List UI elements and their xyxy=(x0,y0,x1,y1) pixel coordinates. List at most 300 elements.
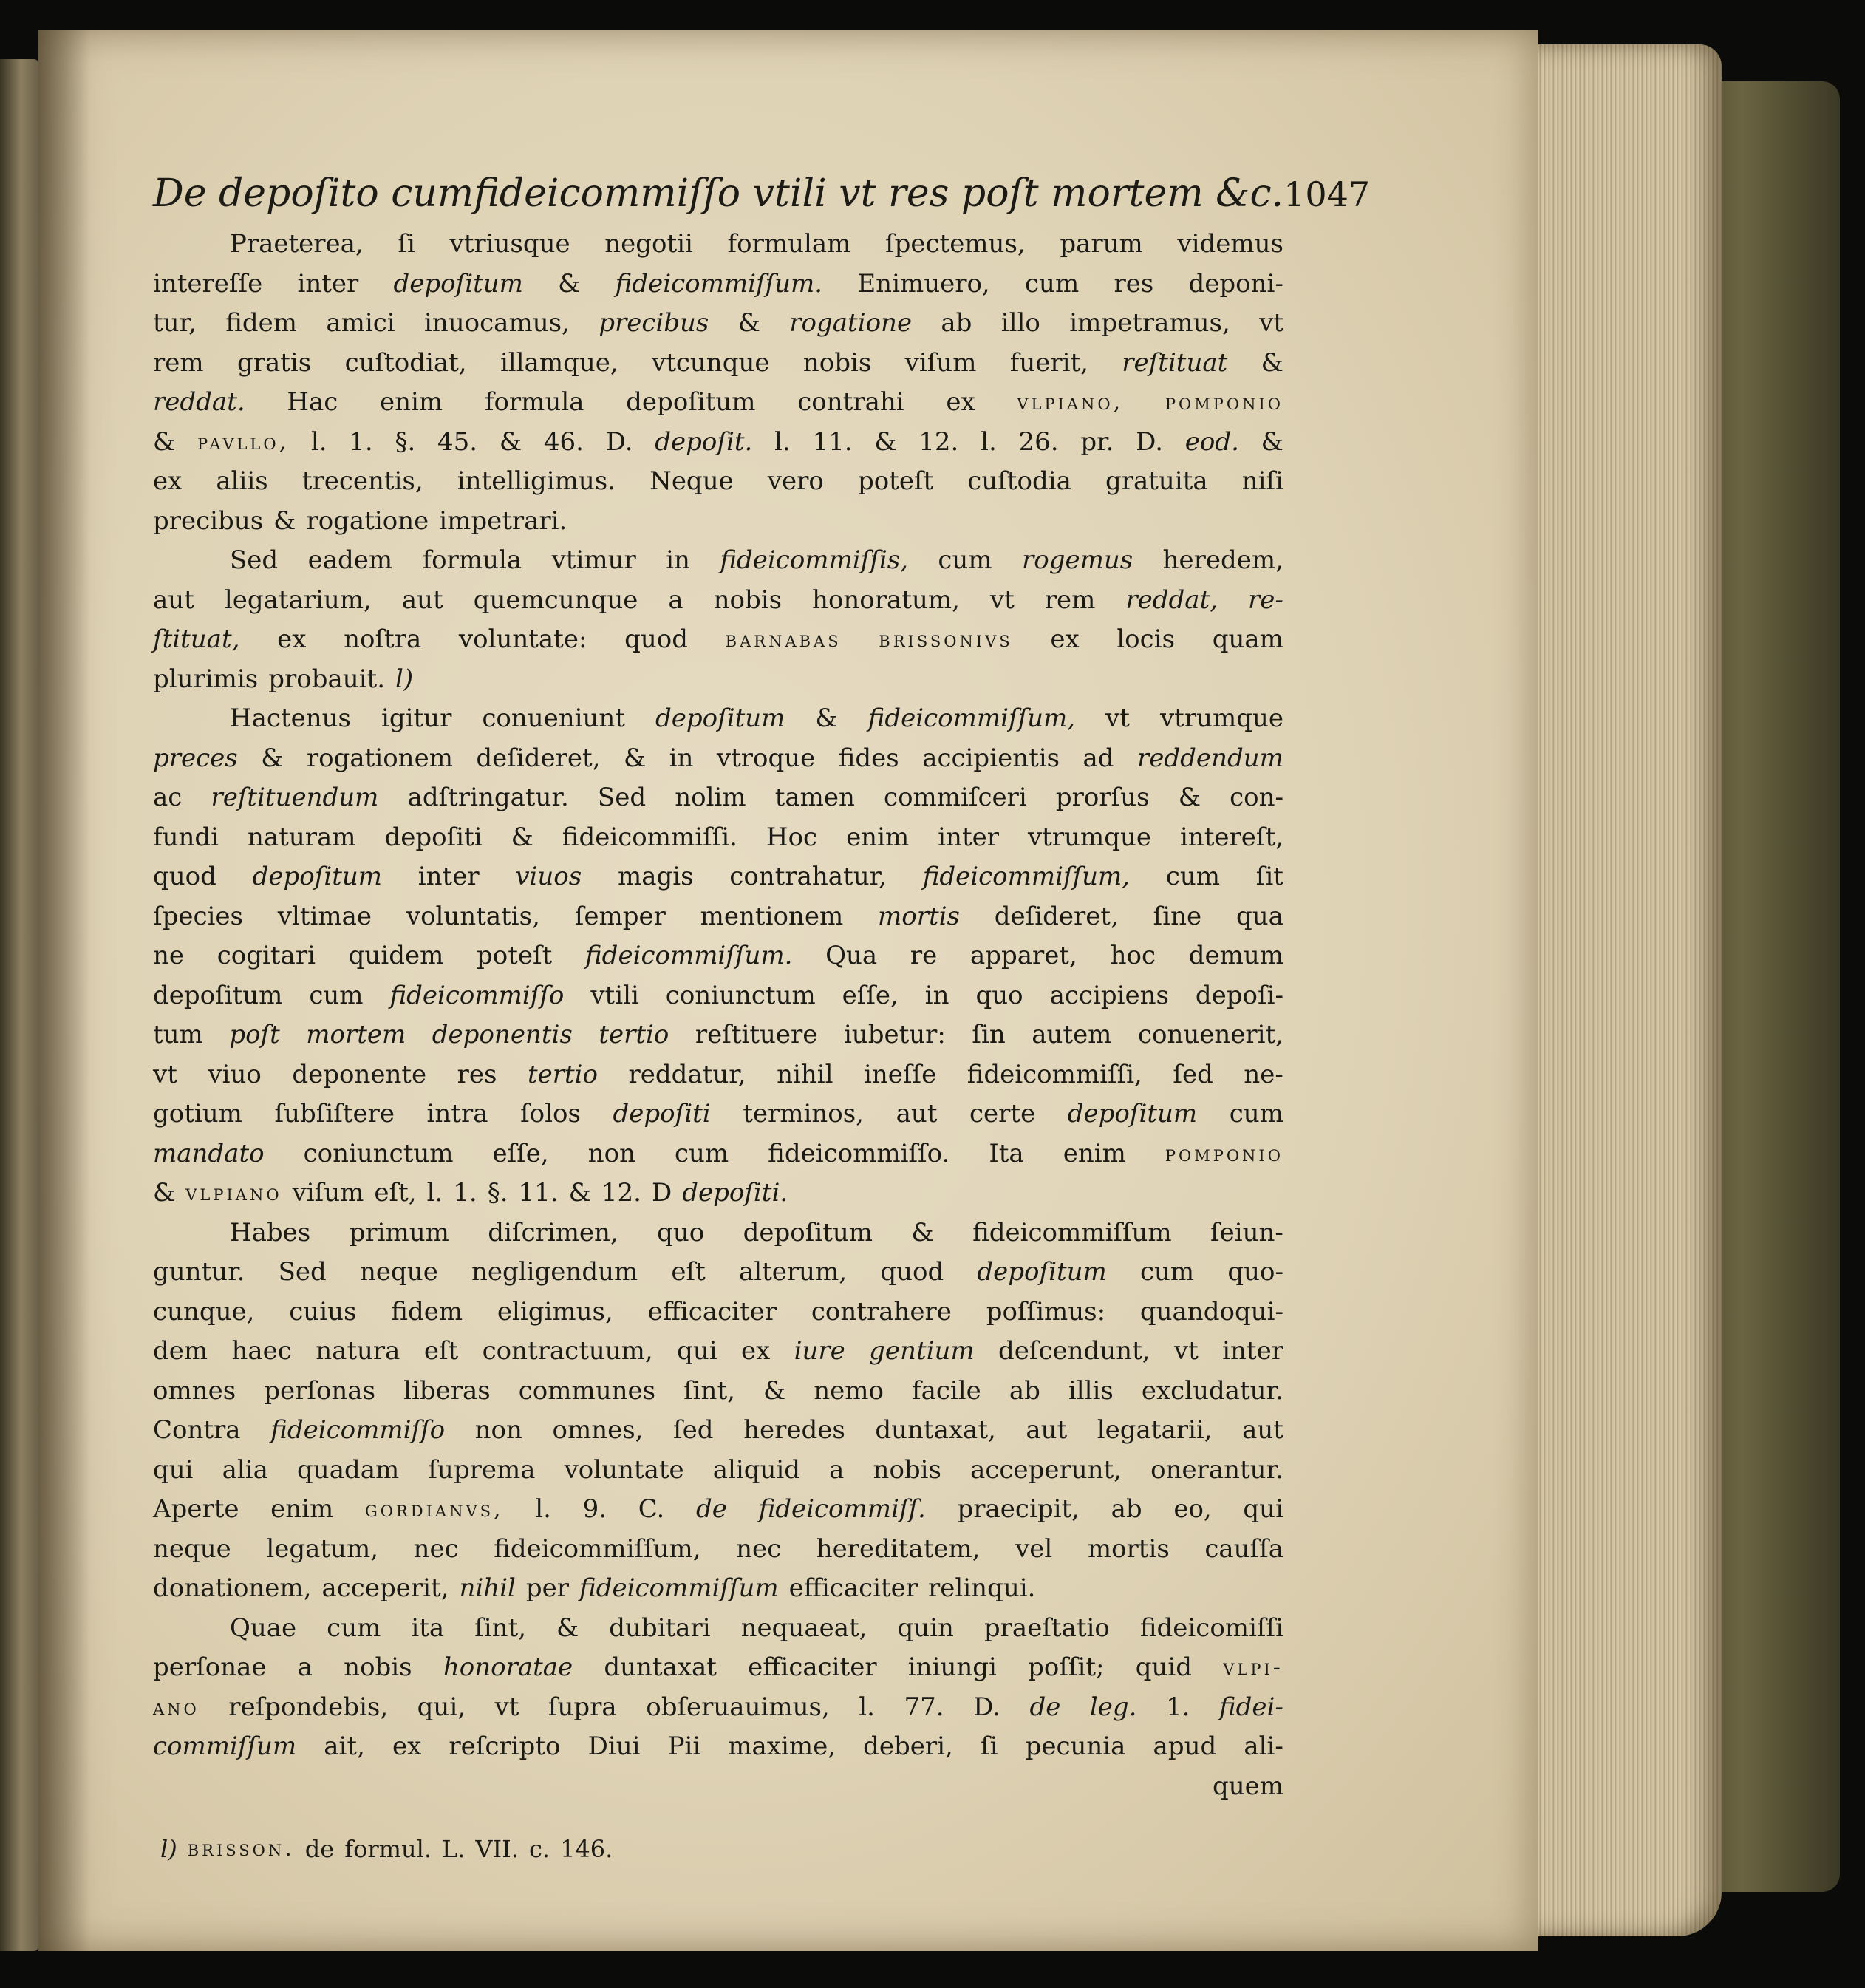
word: ſpecies xyxy=(153,901,243,931)
italic-word: fideicommiſſum, xyxy=(922,862,1131,891)
word: l. xyxy=(774,426,791,457)
word: commiſceri xyxy=(884,783,1027,812)
word: plurimis xyxy=(153,664,259,694)
word: conuenerit, xyxy=(1137,1020,1283,1049)
smallcaps-name: barnabas xyxy=(725,627,842,653)
italic-word: l) xyxy=(160,1835,177,1863)
word: 11. xyxy=(518,1178,559,1208)
italic-word: nihil xyxy=(459,1573,516,1603)
word: aut xyxy=(1242,1415,1283,1445)
word: Hac xyxy=(287,387,338,417)
word: efficaciter xyxy=(788,1573,918,1603)
word: formula xyxy=(484,387,584,417)
word: ab xyxy=(1009,1375,1040,1406)
word: nequaeat, xyxy=(740,1613,867,1643)
italic-word: depoſiti xyxy=(613,1099,711,1129)
word: 146. xyxy=(560,1835,613,1863)
word: cuſtodia xyxy=(967,466,1071,496)
word: a xyxy=(668,585,683,615)
italic-word: reddendum xyxy=(1137,743,1283,773)
gutter-shadow xyxy=(38,30,90,1951)
word: ſolos xyxy=(520,1099,581,1129)
italic-word: poſt xyxy=(229,1020,280,1049)
word: l. xyxy=(426,1178,443,1208)
word: primum xyxy=(349,1217,449,1247)
word: ſine xyxy=(1153,901,1202,931)
word: coniunctum xyxy=(665,980,816,1010)
word: communes xyxy=(518,1375,656,1406)
word: intereſſe xyxy=(153,268,263,299)
word: deſcendunt, xyxy=(998,1336,1150,1366)
word: Sed xyxy=(230,545,279,575)
word: ſin xyxy=(972,1020,1006,1049)
word: ſemper xyxy=(574,901,666,931)
word: inter xyxy=(1222,1336,1283,1366)
word: poſſimus: xyxy=(986,1296,1106,1327)
italic-word: mortis xyxy=(878,901,960,931)
smallcaps-name: vlpiano xyxy=(185,1180,282,1206)
word: cunque, xyxy=(153,1296,255,1327)
word: ſubſiſtere xyxy=(274,1099,395,1129)
word: Contra xyxy=(153,1415,241,1445)
word: eadem xyxy=(307,545,393,575)
word: neque xyxy=(360,1257,438,1287)
word: negligendum xyxy=(471,1257,638,1287)
word: Ita xyxy=(989,1138,1024,1168)
word: legatarii, xyxy=(1097,1415,1213,1445)
word: vt xyxy=(1173,1336,1199,1366)
word: quid xyxy=(1135,1652,1193,1682)
word: ab xyxy=(1111,1494,1142,1524)
word: VII. xyxy=(475,1835,519,1863)
italic-word: fideicommiſſ. xyxy=(758,1494,926,1524)
italic-word: depoſitum xyxy=(655,704,785,733)
word: qui xyxy=(153,1454,194,1485)
word: fidem xyxy=(225,308,298,338)
word: ne xyxy=(153,941,185,970)
word: §. xyxy=(487,1178,508,1208)
word: cuius xyxy=(289,1296,357,1327)
italic-word: fideicommiſſum xyxy=(579,1573,779,1603)
word: videmus xyxy=(1177,229,1283,259)
word: quo xyxy=(975,980,1023,1010)
word: contrahere xyxy=(811,1296,952,1327)
word: nec xyxy=(736,1533,782,1564)
word: legatarium, xyxy=(224,585,372,615)
word: illo xyxy=(1000,308,1040,338)
word: probauit. xyxy=(268,664,385,694)
word: enim xyxy=(270,1494,334,1524)
word: ab xyxy=(941,308,972,338)
word: viſum xyxy=(904,347,977,378)
word: nihil xyxy=(777,1059,833,1089)
word: apparet, xyxy=(969,941,1077,970)
italic-word: iure xyxy=(794,1336,845,1366)
word: quo- xyxy=(1227,1257,1283,1287)
word: ſi xyxy=(398,229,415,259)
word: contractuum, xyxy=(482,1336,653,1366)
italic-word: mortem xyxy=(306,1020,406,1049)
word: ineſſe xyxy=(864,1059,937,1089)
word: negotii xyxy=(604,229,693,259)
text-line xyxy=(153,1055,1283,1095)
text-line xyxy=(153,1372,1283,1412)
word: ad xyxy=(1082,743,1114,773)
word: alterum, xyxy=(738,1257,848,1287)
word: l. xyxy=(981,426,997,457)
word: depoſiti xyxy=(384,822,483,852)
word: D. xyxy=(605,426,633,457)
word: coniunctum xyxy=(303,1138,454,1168)
word: ſupra xyxy=(548,1692,617,1722)
word: l. xyxy=(535,1494,551,1524)
word: mentionem xyxy=(700,901,844,931)
smallcaps-name: ano xyxy=(153,1694,200,1720)
italic-word: rogatione xyxy=(789,308,913,338)
running-title: De depoſito cumfideicommiſſo vtili vt res poſt mortem &c. xyxy=(153,171,1284,216)
word: iubetur: xyxy=(843,1020,946,1049)
word: omnes xyxy=(153,1375,236,1406)
word: nemo xyxy=(814,1375,884,1406)
word: & xyxy=(874,426,897,457)
word: niſi xyxy=(1241,466,1283,496)
word: natura xyxy=(316,1336,400,1366)
word: ex xyxy=(740,1336,771,1366)
text-line xyxy=(153,265,1283,304)
word: voluntatis, xyxy=(406,901,540,931)
running-head xyxy=(153,163,1371,225)
italic-word: fideicommiſſis, xyxy=(720,545,908,575)
word: illamque, xyxy=(500,347,618,378)
word: vtrumque xyxy=(1159,704,1283,733)
text-line xyxy=(153,1451,1283,1491)
word: viſum xyxy=(292,1178,364,1208)
word: a xyxy=(829,1454,845,1485)
word: vt xyxy=(1259,308,1283,338)
word: inter xyxy=(297,268,359,299)
word: & xyxy=(556,1613,579,1643)
word: D. xyxy=(973,1692,1000,1722)
word: per xyxy=(525,1573,570,1603)
word: gotium xyxy=(153,1099,242,1129)
word: inter xyxy=(938,822,999,852)
italic-word: precibus xyxy=(599,308,709,338)
word: eſt xyxy=(671,1257,706,1287)
word: conueniunt xyxy=(482,704,625,733)
text-line xyxy=(153,778,1283,818)
word: reſcripto xyxy=(449,1732,561,1761)
word: cum xyxy=(1229,1099,1283,1129)
italic-word: depoſitum xyxy=(977,1257,1107,1287)
text-line xyxy=(153,1727,1283,1767)
word: quod xyxy=(153,862,216,891)
word: 12. xyxy=(601,1178,641,1208)
word: enim xyxy=(380,387,443,417)
word: aut xyxy=(1026,1415,1068,1445)
word: Habes xyxy=(230,1217,311,1247)
word: & xyxy=(511,822,533,852)
word: heredes xyxy=(743,1415,845,1445)
word: facile xyxy=(912,1375,981,1406)
text-line xyxy=(153,1134,1283,1174)
word: onerantur. xyxy=(1150,1454,1283,1485)
word: Qua xyxy=(825,941,878,970)
word: quem xyxy=(1212,1771,1283,1801)
word: cum xyxy=(309,980,364,1010)
italic-word: re- xyxy=(1248,585,1283,615)
word: ſi xyxy=(980,1732,998,1761)
italic-word: fideicommiſſo xyxy=(389,980,565,1010)
word: vltimae xyxy=(277,901,372,931)
word: apud xyxy=(1153,1732,1217,1761)
word: nec xyxy=(413,1533,459,1564)
word: & xyxy=(911,1217,934,1247)
word: vtcunque xyxy=(652,347,770,378)
word: D xyxy=(651,1178,672,1208)
word: eligimus, xyxy=(497,1296,613,1327)
word: vtroque xyxy=(716,743,816,773)
word: acceperunt, xyxy=(970,1454,1122,1485)
word: Diui xyxy=(587,1732,641,1761)
word: res xyxy=(1114,268,1154,299)
word: intelligimus. xyxy=(457,466,616,496)
word: cum xyxy=(674,1138,729,1168)
word: omnes, xyxy=(552,1415,644,1445)
word: Enimuero, xyxy=(857,268,990,299)
word: pr. xyxy=(1080,426,1114,457)
word: fundi xyxy=(153,822,219,852)
word: cum xyxy=(938,545,992,575)
text-line xyxy=(153,1293,1283,1332)
word: cauſſa xyxy=(1204,1533,1283,1564)
text-line xyxy=(153,1095,1283,1134)
word: in xyxy=(669,743,694,773)
word: cum xyxy=(1025,268,1080,299)
word: Sed xyxy=(278,1257,327,1287)
word: 46. xyxy=(543,426,584,457)
word: vt xyxy=(153,1059,177,1089)
italic-word: preces xyxy=(153,743,238,773)
word: vel xyxy=(1015,1533,1053,1564)
word: fideicommiſſi. xyxy=(562,822,737,852)
word: vtriusque xyxy=(449,229,570,259)
text-line xyxy=(153,1569,1283,1609)
word: rogatione xyxy=(306,505,429,536)
word: formula xyxy=(422,545,522,575)
word: qua xyxy=(1235,901,1283,931)
text-line xyxy=(153,344,1283,384)
word: parum xyxy=(1060,229,1143,259)
text-line xyxy=(153,225,1283,265)
word: inuocamus, xyxy=(424,308,570,338)
word: ne- xyxy=(1244,1059,1283,1089)
smallcaps-name: pomponio xyxy=(1165,389,1283,415)
text-block xyxy=(153,163,1371,1868)
word: fideicommiſſum, xyxy=(494,1533,701,1564)
word: ſeiun- xyxy=(1210,1217,1283,1247)
word: ex xyxy=(392,1732,422,1761)
word: aut xyxy=(401,585,443,615)
word: reſpondebis, xyxy=(228,1692,389,1722)
italic-word: de xyxy=(1029,1692,1061,1722)
text-line xyxy=(153,1490,1283,1530)
word: depoſitum xyxy=(153,980,283,1010)
italic-word: depoſit. xyxy=(655,426,753,457)
word: efficaciter xyxy=(748,1652,877,1682)
text-line xyxy=(153,1530,1283,1570)
text-line xyxy=(153,462,1283,502)
word: cum xyxy=(1139,1257,1195,1287)
word: viuo xyxy=(208,1059,262,1089)
footnote-gap xyxy=(153,1806,1283,1830)
word: ex xyxy=(153,466,183,496)
word: accipiens xyxy=(1049,980,1169,1010)
word: & xyxy=(261,743,284,773)
word: ſuprema xyxy=(428,1454,536,1485)
word: nobis xyxy=(873,1454,942,1485)
word: impetrari. xyxy=(439,505,567,536)
word: aliquid xyxy=(712,1454,801,1485)
word: duntaxat xyxy=(604,1652,717,1682)
word: & xyxy=(499,426,522,457)
word: vt xyxy=(989,585,1015,615)
word: deberi, xyxy=(863,1732,953,1761)
text-line xyxy=(153,1411,1283,1451)
word: L. xyxy=(441,1835,466,1863)
word: efficaciter xyxy=(647,1296,777,1327)
smallcaps-name: brisson. xyxy=(187,1836,295,1862)
word: quod xyxy=(624,624,688,654)
word: fideicommiſſo. xyxy=(768,1138,950,1168)
word: locis xyxy=(1116,624,1176,654)
word: res xyxy=(457,1059,497,1089)
word: poteſt xyxy=(477,941,553,970)
italic-word: reſtituendum xyxy=(211,783,379,812)
word: tamen xyxy=(774,783,855,812)
text-line xyxy=(153,976,1283,1016)
word: aut xyxy=(896,1099,938,1129)
text-line xyxy=(153,581,1283,621)
word: hereditatem, xyxy=(816,1533,981,1564)
text-line xyxy=(153,936,1283,976)
word: vt xyxy=(494,1692,519,1722)
word: praecipit, xyxy=(957,1494,1080,1524)
word: noſtra xyxy=(344,624,422,654)
text-line xyxy=(153,1015,1283,1055)
word: c. xyxy=(528,1835,550,1863)
word: poſſit; xyxy=(1028,1652,1105,1682)
italic-word: fideicommiſſo xyxy=(270,1415,446,1445)
italic-word: de xyxy=(696,1494,727,1524)
smallcaps-name: brissonivs xyxy=(879,627,1013,653)
word: intra xyxy=(426,1099,488,1129)
word: 1. xyxy=(1165,1692,1190,1722)
word: & xyxy=(763,1375,786,1406)
smallcaps-name: pavllo, xyxy=(197,429,290,455)
word: D. xyxy=(1136,426,1164,457)
word: Sed xyxy=(597,783,647,812)
italic-word: mandato xyxy=(153,1138,265,1168)
italic-word: honoratae xyxy=(443,1652,573,1682)
text-line xyxy=(153,1609,1283,1649)
word: ali- xyxy=(1244,1732,1283,1761)
word: accipientis xyxy=(922,743,1060,773)
word: obſeruauimus, xyxy=(646,1692,830,1722)
italic-word: fideicommiſſum. xyxy=(585,941,793,970)
word: liberas xyxy=(403,1375,491,1406)
word: relinqui. xyxy=(928,1573,1036,1603)
word: precibus xyxy=(153,505,264,536)
word: & xyxy=(623,743,647,773)
word: & xyxy=(153,1178,176,1208)
word: C. xyxy=(638,1494,665,1524)
text-line xyxy=(153,1648,1283,1688)
word: rem xyxy=(153,347,204,378)
word: & xyxy=(1261,347,1283,378)
word: & xyxy=(1261,426,1283,457)
word: dubitari xyxy=(609,1613,711,1643)
word: ita xyxy=(411,1613,445,1643)
italic-word: depoſitum xyxy=(252,862,383,891)
word: illis xyxy=(1068,1375,1114,1406)
word: inter xyxy=(417,862,480,891)
word: Hactenus xyxy=(230,704,351,733)
word: l. xyxy=(310,426,327,457)
word: haec xyxy=(231,1336,292,1366)
word: fideicommiſſum xyxy=(972,1217,1172,1247)
word: hoc xyxy=(1110,941,1156,970)
word: cum xyxy=(327,1613,381,1643)
word: voluntate xyxy=(564,1454,684,1485)
word: ſed xyxy=(1173,1059,1213,1089)
word: de xyxy=(304,1835,335,1863)
word: 9. xyxy=(582,1494,607,1524)
word: qui xyxy=(1243,1494,1283,1524)
word: igitur xyxy=(381,704,452,733)
word: §. xyxy=(395,426,416,457)
word: poteſt xyxy=(857,466,934,496)
word: qui, xyxy=(417,1692,466,1722)
word: vtili xyxy=(590,980,639,1010)
page-edges xyxy=(1515,44,1722,1936)
italic-word: deponentis xyxy=(432,1020,573,1049)
word: in xyxy=(666,545,690,575)
word: deponi- xyxy=(1188,268,1283,299)
italic-word: gentium xyxy=(869,1336,975,1366)
word: perſonas xyxy=(264,1375,376,1406)
word: praeſtatio xyxy=(983,1613,1110,1643)
text-line xyxy=(153,541,1283,581)
word: ſint, xyxy=(474,1613,526,1643)
word: ex xyxy=(1050,624,1080,654)
word: eſt xyxy=(423,1336,459,1366)
word: tum xyxy=(153,1020,203,1049)
word: l. xyxy=(859,1692,875,1722)
word: ſit xyxy=(1255,862,1283,891)
word: autem xyxy=(1032,1020,1112,1049)
word: trecentis, xyxy=(301,466,423,496)
word: terminos, xyxy=(743,1099,864,1129)
word: eo, xyxy=(1173,1494,1212,1524)
word: vtrumque xyxy=(1027,822,1151,852)
word: Quae xyxy=(230,1613,297,1643)
smallcaps-name: pomponio xyxy=(1165,1140,1283,1167)
word: Praeterea, xyxy=(230,229,364,259)
smallcaps-name: vlpiano, xyxy=(1017,389,1124,415)
word: mortis xyxy=(1087,1533,1170,1564)
italic-word: depoſitum xyxy=(1067,1099,1198,1129)
word: quin xyxy=(897,1613,954,1643)
